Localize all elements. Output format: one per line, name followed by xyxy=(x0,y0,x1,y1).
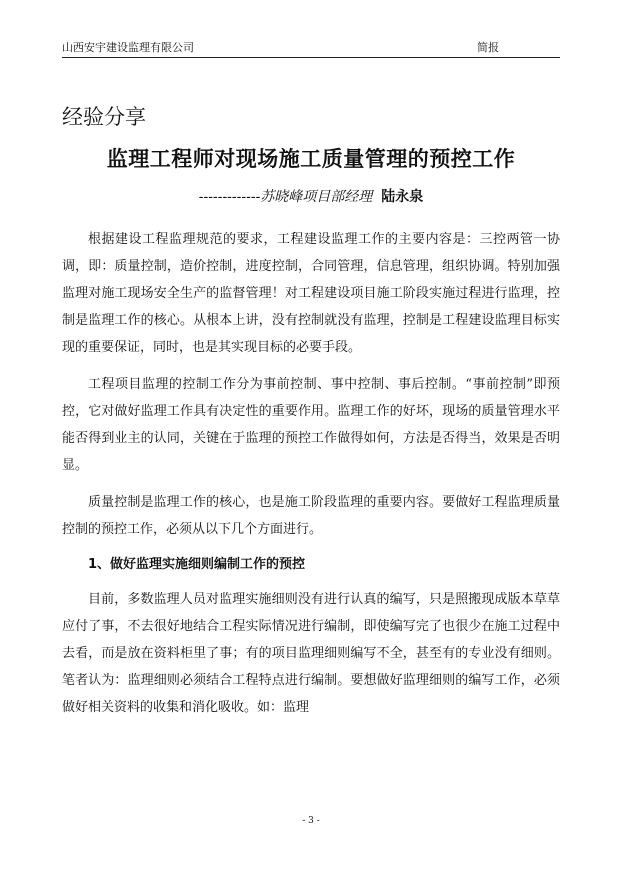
section-heading: 经验分享 xyxy=(62,105,146,129)
byline xyxy=(62,187,560,207)
company-name: 山西安宇建设监理有限公司 xyxy=(62,41,194,54)
paragraph-2: 工程项目监理的控制工作分为事前控制、事中控制、事后控制。“事前控制”即预控，它对做好监理工作具有决定性的重要作用。监理工作的好坏，现场的质量管理水平能否得到业主的认同，关键在于监理的预控工作做得如何，方法是否得当，效果是否明显。 xyxy=(62,377,560,473)
byline-dashes: ------------- xyxy=(198,189,261,205)
byline-author: 陆永泉 xyxy=(381,189,424,205)
paragraph-4: 目前，多数监理人员对监理实施细则没有进行认真的编写，只是照搬现成版本草草应付了事，不去很好地结合工程实际情况进行编制，即使编写完了也很少在施工过程中去看，而是放在资料柜里了事；有的项目监理细则编写不全，甚至有的专业没有细则。笔者认为：监理细则必须结合工程特点进行编制。要想做好监理细则的编写工作，必须做好相关资料的收集和消化吸收。如：监理 xyxy=(62,592,560,715)
paragraph-1: 根据建设工程监理规范的要求，工程建设监理工作的主要内容是：三控两管一协调，即：质量控制，造价控制，进度控制，合同管理，信息管理，组织协调。特别加强监理对施工现场安全生产的监督管理！对工程建设项目施工阶段实施过程进行监理，控制是监理工作的核心。从根本上讲，没有控制就没有监理，控制是工程建设监理目标实现的重要保证，同时，也是其实现目标的必要手段。 xyxy=(62,232,560,355)
article-body xyxy=(62,226,560,731)
byline-position: 苏晓峰项目部经理 xyxy=(260,189,373,205)
paragraph-3: 质量控制是监理工作的核心，也是施工阶段监理的重要内容。要做好工程监理质量控制的预控工作，必须从以下几个方面进行。 xyxy=(62,495,560,537)
document-type: 简报 xyxy=(477,41,499,54)
page-number: - 3 - xyxy=(302,816,320,826)
subsection-heading-1: 1、做好监理实施细则编制工作的预控 xyxy=(88,557,306,572)
page-header xyxy=(62,41,560,58)
document-title: 监理工程师对现场施工质量管理的预控工作 xyxy=(106,146,516,171)
